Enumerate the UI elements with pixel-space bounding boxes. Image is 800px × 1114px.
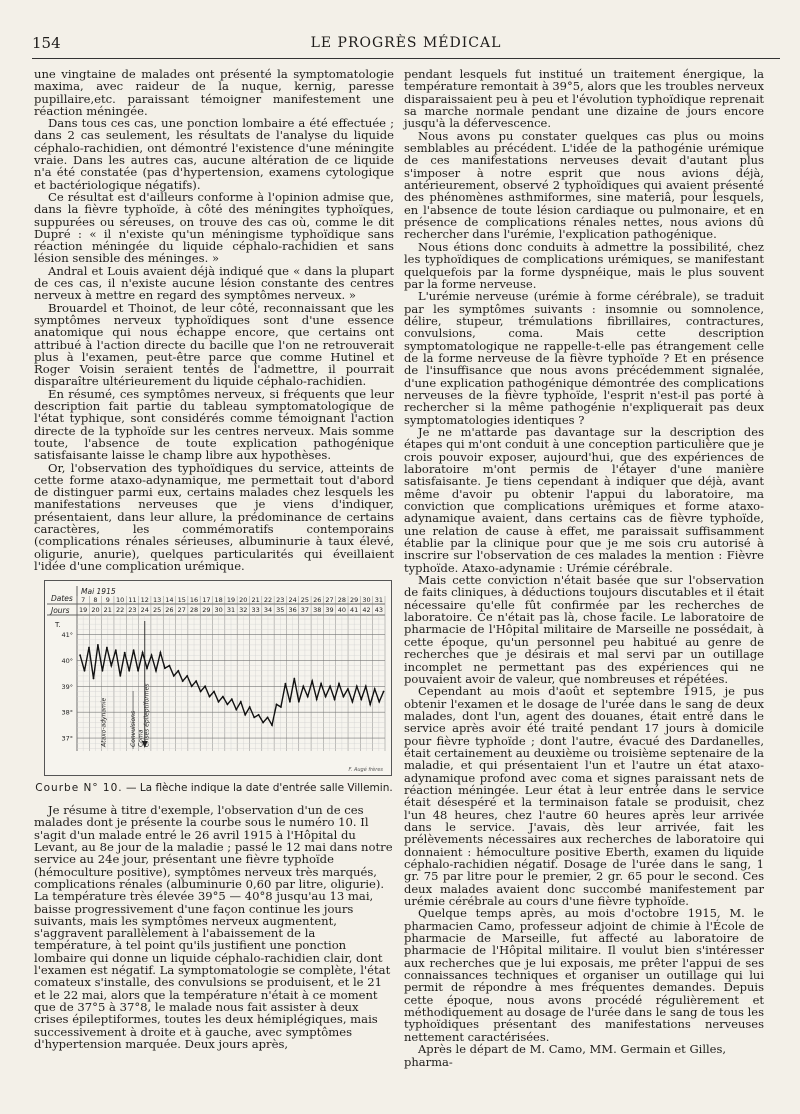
temperature-point [191,686,193,688]
paragraph: une vingtaine de malades ont présenté la symptomatologie maxima, avec raideur de la nuque, kernig, paresse pupillaire,etc. paraissant témoigner manifestement une réaction méningée. [34,67,394,118]
temperature-point [173,675,175,677]
day-tick-label: 24 [140,606,149,615]
temperature-chart-svg [45,581,391,775]
temperature-point [93,678,95,680]
days-label: Jours [51,606,70,616]
temperature-point [227,704,229,706]
date-tick-label: 16 [189,596,199,605]
temperature-point [169,665,171,667]
paragraph: Quelque temps après, au mois d'octobre 1915, M. le pharmacien Camo, professeur adjoint de chimie à l'École de pharmacie de Marseille, fut affecté au laboratoire de pharmacie de l'Hôpital militaire. Il voulut bien s'intéresser aux recherches que je lui exposais, me prêter l'appui de ses connaissances techniques et organiser un outillage qui lui permit de répondre à mes fréquentes demandes. Depuis cette époque, nous avons procédé régulièrement et méthodiquement au dosage de l'urée dans le sang de tous les typhoïdiques présentant des manifestations nerveuses nettement caractérisées. [404,906,764,1044]
paragraph: Je ne m'attarde pas davantage sur la description des étapes qui m'ont conduit à une conception particulière que je crois pouvoir exposer, aujourd'hui, que des expériences de laboratoire m'ont permis de l'étayer d'une manière satisfaisante. Je tiens cependant à indiquer que déjà, avant même d'avoir pu obtenir l'appui du laboratoire, ma conviction que complications urémiques et forme ataxo-adynamique avaient, dans certains cas de fièvre typhoïde, une relation de cause à effet, me paraissait suffisamment établie par la clinique pour que je me sois cru autorisé à inscrire sur l'observation de ces malades la mention : Fièvre typhoïde. Ataxo-adynamie : Urémie cérébrale. [404,424,764,575]
temperature-point [378,701,380,703]
temperature-point [369,704,371,706]
paragraph: Je résume à titre d'exemple, l'observation d'un de ces malades dont je présente la courbe sous le numéro 10. Il s'agit d'un malade entré le 26 avril 1915 à l'Hôpital du Levant, au 8e jour de la maladie ; passé le 12 mai dans notre service au 24e jour, présentant une fièvre typhoïde (hémoculture positive), symptômes nerveux très marqués, complications rénales (albuminurie 0,60 par litre, oligurie). La température très élevée 39°5 — 40°8 jusqu'au 13 mai, baisse progressivement d'une façon continue les jours suivants, mais les symptômes nerveux augmentent, s'aggravent parallèlement à l'abaissement de la température, à tel point qu'ils justifient une ponction lombaire qui donne un liquide céphalo-rachidien clair, dont l'examen est négatif. La symptomatologie se complète, l'état comateux s'installe, des convulsions se produisent, et le 21 et le 22 mai, alors que la température n'était à ce moment que de 37°5 à 37°8, le malade nous fait assister à deux crises épileptiformes, toutes les deux hémiplégiques, mais successivement à droite et à gauche, avec symptômes d'hypertension marquée. Deux jours après, [34,803,393,1051]
day-tick-label: 36 [288,606,297,615]
temperature-point [84,670,86,672]
temperature-point [115,649,117,651]
paragraph: Or, l'observation des typhoïdiques du service, atteints de cette forme ataxo-adynamique, me permettait tout d'abord de distinguer parmi eux, certains malades chez lesquels les manifestations nerveuses que je viens d'indiquer, présentaient, dans leur allure, la prédominance de certains caractères, les commémoratifs contemporains (complications rénales sérieuses, albuminurie à taux élevé, oligurie, anurie), quelques particularités qui éveillaient l'idée d'une complication urémique. [34,460,394,573]
temperature-point [293,678,295,680]
temperature-point [334,698,336,700]
day-tick-label: 26 [165,606,174,615]
date-tick-label: 12 [140,596,149,605]
paragraph: Andral et Louis avaient déjà indiqué que « dans la plupart de ces cas, il n'existe aucune lésion constante des centres nerveux à mettre en regard des symptômes nerveux. » [34,263,394,303]
day-tick-label: 40 [337,606,347,615]
day-tick-label: 21 [103,606,112,615]
day-tick-label: 34 [263,606,273,615]
date-tick-label: 18 [214,596,223,605]
temperature-point [177,670,179,672]
temperature-point [204,686,206,688]
chart-annotation: Ataxo-adynamie [100,697,108,748]
day-tick-label: 37 [300,606,310,615]
date-tick-label: 14 [165,596,174,605]
temperature-point [280,706,282,708]
day-tick-label: 27 [177,606,186,615]
paragraph: En résumé, ces symptômes nerveux, si fréquents que leur description fait partie du tableau symptomatologique de l'état typhique, sont considérés comme témoignant l'action directe de la typhoïde sur les centres nerveux. Mais somme toute, l'absence de toute explication pathogénique satisfaisante laisse le champ libre aux hypothèses. [34,386,394,463]
temperature-point [365,686,367,688]
temperature-point [338,683,340,685]
temperature-point [142,652,144,654]
date-tick-label: 19 [226,596,236,605]
date-tick-label: 26 [313,596,322,605]
date-tick-label: 7 [81,596,86,605]
paragraph: Dans tous ces cas, une ponction lombaire a été effectuée ; dans 2 cas seulement, les résultats de l'analyse du liquide céphalo-rachidien, ont démontré l'existence d'une méningite vraie. Dans les autres cas, aucune altération de ce liquide n'a été constatée (pas d'hypertension, examens cytologique et bactériologique négatifs). [34,116,394,192]
temperature-point [311,680,313,682]
date-tick-label: 27 [325,596,334,605]
temperature-point [164,667,166,669]
temperature-point [383,691,385,693]
temperature-point [195,680,197,682]
temperature-point [258,714,260,716]
date-tick-label: 11 [128,596,137,605]
paragraph: Mais cette conviction n'était basée que sur l'observation de faits cliniques, à déductions toujours discutables et il était nécessaire qu'elle fût confirmée par les recherches de laboratoire. Ce n'était pas là, chose facile. Le laboratoire de pharmacie de l'Hôpital militaire de Marseille ne possédait, à cette époque, qu'un personnel peu habitué au genre de recherches que je désirais et mal servi par un outillage incomplet ne permettant pas des expériences qui ne pouvaient avoir de valeur, que nombreuses et répétées. [404,573,764,686]
date-tick-label: 9 [105,596,110,605]
temperature-chart [44,580,392,776]
temperature-point [79,654,81,656]
temperature-point [222,696,224,698]
day-tick-label: 33 [251,606,260,615]
date-tick-label: 10 [115,596,125,605]
date-tick-label: 30 [362,596,371,605]
paragraph: Cependant au mois d'août et septembre 1915, je pus obtenir l'examen et le dosage de l'urée dans le sang de deux malades, dont l'un, agent des douanes, était entré dans le service après avoir été traité pendant 17 jours à domicile pour fièvre typhoïde ; dont l'autre, évacué des Dardanelles, était certainement au deuxième ou troisième septenaire de la maladie, et qui présentaient l'un et l'autre un état ataxo-adynamique profond avec coma et signes paraissant nets de réaction méningée. Leur état à leur entrée dans le service était désespéré et la terminaison fatale se produisit, chez l'un 48 heures, chez l'autre 60 heures après leur arrivée dans le service. J'avais, dès leur arrivée, fait les prélèvements nécessaires aux recherches de laboratoire qui donnaient : hémoculture positive Eberth, examen du liquide céphalo-rachidien négatif. Dosage de l'urée dans le sang, 1 gr. 75 par litre pour le premier, 2 gr. 65 pour le second. Ces deux malades avaient donc succombé manifestement par urémie cérébrale au cours d'une fièvre typhoïde. [404,684,764,909]
y-tick-label: 38° [61,708,73,717]
temperature-point [137,670,139,672]
printer-credit: F. Augé frères [348,767,383,774]
temperature-point [329,686,331,688]
temperature-point [320,683,322,685]
day-tick-label: 28 [189,606,199,615]
temperature-point [106,647,108,649]
paragraph: Nous avons pu constater quelques cas plus ou moins semblables au précédent. L'idée de la pathogénie urémique de ces manifestations nerveuses devait d'autant plus s'imposer à notre esprit que nous avions déjà, antérieurement, observé 2 typhoïdiques qui avaient présenté des phénomènes asthmiformes, sine materiâ, pour lesquels, en l'absence de toute lésion cardiaque ou pulmonaire, et en présence de complications rénales nettes, nous avions dû rechercher dans l'urémie, l'explication pathogénique. [404,128,764,242]
temperature-point [240,701,242,703]
temperature-point [285,683,287,685]
temperature-point [307,696,309,698]
date-tick-label: 8 [93,596,98,605]
dates-label: Dates [51,594,73,604]
temperature-point [262,722,264,724]
date-tick-label: 20 [239,596,248,605]
day-tick-label: 39 [325,606,334,615]
date-tick-label: 25 [300,596,310,605]
y-tick-label: 39° [61,682,73,691]
date-tick-label: 22 [263,596,273,605]
day-tick-label: 31 [226,606,236,615]
temperature-point [124,652,126,654]
chart-annotation: Convulsions [129,711,137,748]
paragraph: Nous étions donc conduits à admettre la possibilité, chez les typhoïdiques de complications urémiques, se manifestant quelquefois par la forme dyspnéique, mais le plus souvent par la forme nerveuse. [404,239,764,291]
day-tick-label: 20 [91,606,100,615]
date-tick-label: 29 [350,596,359,605]
y-tick-label: 40° [61,657,73,666]
temperature-point [151,654,153,656]
temperature-point [182,680,184,682]
caption-text: — La flèche indique la date d'entrée salle Villemin. [125,782,393,795]
left-column [34,68,394,1050]
temperature-point [360,698,362,700]
temperature-point [343,696,345,698]
temp-label: T. [55,621,61,630]
day-tick-label: 25 [152,606,162,615]
page-header [32,32,780,56]
temperature-point [253,717,255,719]
temperature-point [146,667,148,669]
temperature-point [271,724,273,726]
day-tick-label: 42 [362,606,371,615]
date-tick-label: 24 [288,596,297,605]
y-tick-label: 37° [61,734,73,743]
temperature-point [289,701,291,703]
day-tick-label: 35 [276,606,285,615]
temperature-point [276,704,278,706]
chart-annotation: Coma [137,729,145,748]
y-tick-label: 41° [61,631,73,640]
paragraph: pendant lesquels fut institué un traitement énergique, la température remontait à 39°5, alors que les troubles nerveux disparaissaient peu à peu et l'évolution typhoïdique reprenait sa marche normale pendant une dizaine de jours encore jusqu'à la défervescence. [404,67,764,131]
temperature-point [302,686,304,688]
date-tick-label: 13 [152,596,162,605]
day-tick-label: 43 [374,606,383,615]
temperature-point [298,701,300,703]
right-column [404,68,764,1068]
temperature-point [128,670,130,672]
temperature-point [200,691,202,693]
temperature-point [213,691,215,693]
temperature-point [88,647,90,649]
journal-title: LE PROGRÈS MÉDICAL [310,35,502,51]
date-tick-label: 21 [251,596,260,605]
temperature-series-line [80,645,384,725]
page-number: 154 [32,34,61,52]
temperature-point [267,717,269,719]
temperature-point [155,670,157,672]
temperature-point [209,696,211,698]
temperature-point [231,698,233,700]
day-tick-label: 19 [79,606,88,615]
temperature-point [97,644,99,646]
temperature-point [133,649,135,651]
paragraph: Brouardel et Thoinot, de leur côté, reconnaissant que les symptômes nerveux typhoïdiques sont d'une essence anatomique qui nous échappe encore, que certains ont attribué à l'action directe du bacille que l'on ne retrouverait plus à l'examen, peut-être parce que comme Hutinel et Roger Voisin seraient tentés de l'admettre, il pourrait disparaître ultérieurement du liquide céphalo-rachidien. [34,300,394,389]
temperature-point [235,709,237,711]
temperature-point [218,701,220,703]
temperature-point [356,686,358,688]
temperature-point [110,665,112,667]
date-tick-label: 17 [202,596,211,605]
temperature-point [352,701,354,703]
date-tick-label: 23 [276,596,285,605]
header-rule [32,58,780,59]
paragraph: L'urémie nerveuse (urémie à forme cérébrale), se traduit par les symptômes suivants : insomnie ou somnolence, délire, stupeur, trémulations fibrillaires, contractures, convulsions, coma. Mais cette description symptomatologique ne rappelle-t-elle pas étrangement celle de la forme nerveuse de la fièvre typhoïde ? Et en présence de l'insuffisance que nous avons précédemment signalée, d'une explication pathogénique démontrée des complications nerveuses de la fièvre typhoïde, l'esprit n'est-il pas porté à rechercher si la même pathogénie n'expliquerait pas deux symptomatologies identiques ? [404,289,764,427]
month-label: Mai 1915 [81,587,116,597]
temperature-point [244,714,246,716]
day-tick-label: 23 [128,606,137,615]
day-tick-label: 38 [313,606,322,615]
day-tick-label: 29 [202,606,211,615]
day-tick-label: 41 [350,606,359,615]
temperature-point [119,675,121,677]
date-tick-label: 28 [337,596,347,605]
temperature-point [374,688,376,690]
figure-caption [34,782,394,794]
date-tick-label: 15 [177,596,186,605]
temperature-point [316,698,318,700]
temperature-point [186,675,188,677]
temperature-point [325,696,327,698]
date-tick-label: 31 [374,596,383,605]
temperature-point [347,688,349,690]
paragraph: Ce résultat est d'ailleurs conforme à l'opinion admise que, dans la fièvre typhoïde, à côté des méningites typhoïques, suppurées ou séreuses, on trouve des cas où, comme le dit Dupré : « il n'existe qu'un méningisme typhoïdique sans réaction méningée du liquide céphalo-rachidien et sans lésion sensible des méninges. » [34,189,394,266]
chart-annotation: Crises épileptiformes [143,683,151,748]
day-tick-label: 22 [115,606,125,615]
temperature-point [249,706,251,708]
temperature-point [102,670,104,672]
paragraph: Après le départ de M. Camo, MM. Germain et Gilles, pharma- [404,1042,727,1069]
caption-label: Courbe N° 10. [35,782,123,795]
temperature-point [160,652,162,654]
day-tick-label: 32 [239,606,248,615]
day-tick-label: 30 [214,606,223,615]
